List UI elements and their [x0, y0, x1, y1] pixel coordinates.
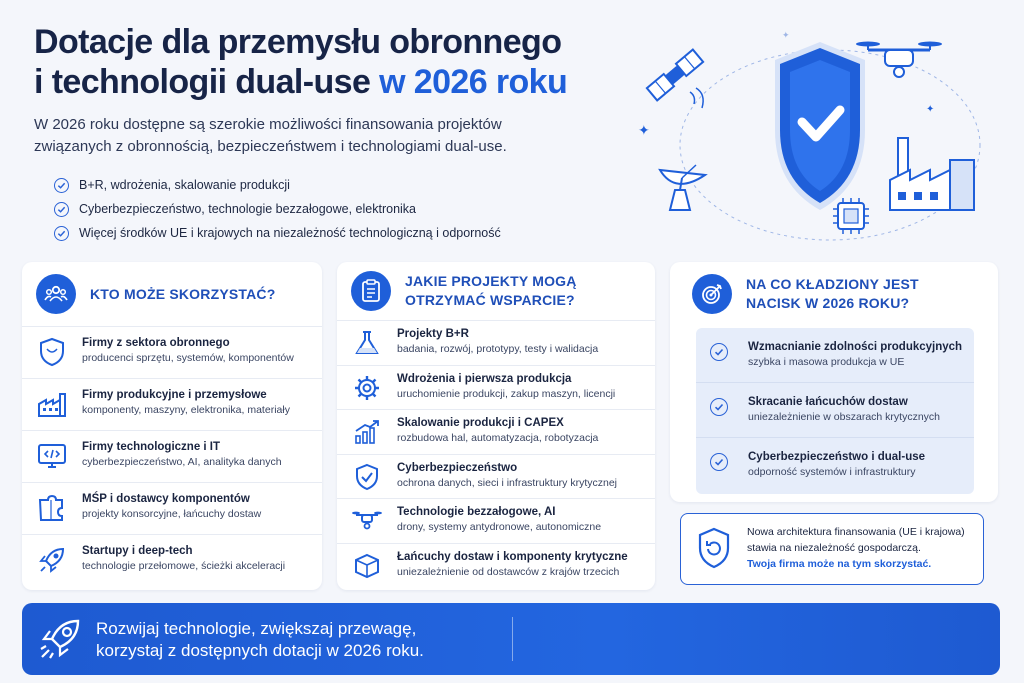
item-title: Firmy technologiczne i IT: [82, 441, 221, 453]
check-circle-icon: [54, 226, 69, 241]
item-title: MŚP i dostawcy komponentów: [82, 493, 250, 505]
banner-divider: [512, 617, 513, 661]
title-line-2: [34, 62, 567, 102]
shield-icon: [36, 336, 68, 368]
page-title: [34, 22, 567, 102]
item-title: Startupy i deep-tech: [82, 545, 193, 557]
item-title: Cyberbezpieczeństwo: [397, 461, 518, 474]
highlights-list: [54, 173, 501, 245]
who-card-title: KTO MOŻE SKORZYSTAĆ?: [90, 285, 276, 302]
rocket-icon: [36, 544, 68, 576]
focus-item-desc: szybka i masowa produkcja w UE: [748, 356, 905, 368]
note-text: [747, 524, 979, 572]
list-item: [337, 409, 655, 454]
svg-text:✦: ✦: [638, 123, 650, 139]
title-line-2-prefix: i technologii dual-use: [34, 63, 380, 101]
item-desc: ochrona danych, sieci i infrastruktury krytycznej: [397, 476, 618, 489]
clipboard-icon: [351, 271, 391, 311]
hero-illustration: [630, 20, 1000, 250]
item-desc: producenci sprzętu, systemów, komponentów: [82, 352, 294, 364]
check-circle-icon: [710, 398, 728, 416]
item-title: Technologie bezzałogowe, AI: [397, 506, 556, 518]
highlight-text: Więcej środków UE i krajowych na niezależność technologiczną i odporność: [79, 226, 501, 240]
focus-item-title: Skracanie łańcuchów dostaw: [748, 396, 908, 408]
svg-text:✦: ✦: [782, 31, 790, 41]
list-item: [337, 454, 655, 499]
focus-item-title: Cyberbezpieczeństwo i dual-use: [748, 451, 926, 463]
intro-text: [34, 114, 554, 158]
people-icon: [36, 274, 76, 314]
shield-refresh-icon: [697, 526, 731, 570]
title-accent: w 2026 roku: [379, 63, 568, 101]
focus-title-line-2: NACISK W 2026 ROKU?: [746, 295, 910, 311]
flask-icon: [351, 327, 383, 359]
list-item: [337, 543, 655, 588]
focus-title-line-1: NA CO KŁADZIONY JEST: [746, 276, 919, 292]
focus-item: [696, 328, 974, 383]
banner-line-2: korzystaj z dostępnych dotacji w 2026 roku.: [96, 641, 424, 660]
factory-icon: [890, 138, 974, 210]
drone-icon: [856, 42, 942, 78]
puzzle-icon: [36, 492, 68, 524]
list-item: [337, 498, 655, 543]
banner-text: [96, 618, 424, 662]
item-desc: badania, rozwój, prototypy, testy i walidacja: [397, 343, 599, 355]
cta-banner: [22, 603, 1000, 675]
banner-line-1: Rozwijaj technologie, zwiększaj przewagę,: [96, 619, 417, 638]
projects-title-line-2: OTRZYMAĆ WSPARCIE?: [405, 292, 575, 308]
projects-card: [337, 262, 655, 590]
focus-card-title: [746, 275, 919, 313]
highlight-item: [54, 197, 501, 221]
list-item: [22, 326, 322, 378]
projects-title-line-1: JAKIE PROJEKTY MOGĄ: [405, 273, 577, 289]
item-desc: komponenty, maszyny, elektronika, materiały: [82, 404, 290, 416]
item-desc: technologie przełomowe, ścieżki akceleracji: [82, 560, 286, 572]
focus-item: [696, 438, 974, 493]
rocket-icon: [36, 615, 84, 663]
highlight-text: B+R, wdrożenia, skalowanie produkcji: [79, 178, 290, 192]
title-line-1: Dotacje dla przemysłu obronnego: [34, 23, 562, 61]
item-desc: uniezależnienie od dostawców z krajów trzecich: [397, 565, 620, 578]
check-circle-icon: [710, 343, 728, 361]
who-card: [22, 262, 322, 590]
factory-icon: [36, 388, 68, 420]
item-desc: projekty konsorcyjne, łańcuchy dostaw: [82, 508, 262, 520]
target-icon: [692, 274, 732, 314]
item-title: Firmy produkcyjne i przemysłowe: [82, 389, 267, 401]
list-item: [22, 482, 322, 534]
box-icon: [351, 550, 383, 582]
info-note: [680, 513, 984, 585]
highlight-item: [54, 173, 501, 197]
check-circle-icon: [54, 202, 69, 217]
check-circle-icon: [710, 453, 728, 471]
list-item: [22, 534, 322, 586]
note-highlight: Twoja firma może na tym skorzystać.: [747, 558, 932, 570]
item-desc: drony, systemy antydronowe, autonomiczne: [397, 521, 602, 533]
check-circle-icon: [54, 178, 69, 193]
focus-item: [696, 383, 974, 438]
code-monitor-icon: [36, 440, 68, 472]
list-item: [337, 365, 655, 410]
item-title: Projekty B+R: [397, 328, 469, 340]
highlight-text: Cyberbezpieczeństwo, technologie bezzałogowe, elektronika: [79, 202, 417, 216]
drone-icon: [351, 505, 383, 537]
item-title: Wdrożenia i pierwsza produkcja: [397, 372, 572, 385]
shield-check-icon: [775, 42, 865, 210]
projects-card-header: [337, 262, 655, 320]
chip-icon: [833, 198, 869, 234]
radar-dish-icon: [660, 165, 705, 210]
svg-text:✦: ✦: [926, 104, 935, 115]
gear-icon: [351, 372, 383, 404]
growth-chart-icon: [351, 416, 383, 448]
shield-check-icon: [351, 461, 383, 493]
item-title: Skalowanie produkcji i CAPEX: [397, 417, 564, 429]
focus-item-title: Wzmacnianie zdolności produkcyjnych: [748, 341, 963, 353]
focus-card: [670, 262, 998, 502]
intro-line-1: W 2026 roku dostępne są szerokie możliwości finansowania projektów: [34, 116, 502, 133]
item-desc: cyberbezpieczeństwo, AI, analityka danych: [82, 456, 282, 468]
list-item: [337, 320, 655, 365]
focus-item-desc: uniezależnienie w obszarach krytycznych: [748, 411, 941, 423]
note-line-2: stawia na niezależność gospodarczą.: [747, 542, 921, 554]
item-desc: rozbudowa hal, automatyzacja, robotyzacja: [397, 432, 599, 444]
who-card-header: [22, 262, 322, 326]
item-title: Firmy z sektora obronnego: [82, 337, 230, 349]
focus-list: [696, 328, 974, 494]
item-title: Łańcuchy dostaw i komponenty krytyczne: [397, 550, 628, 563]
projects-card-title: [405, 272, 577, 310]
focus-item-desc: odporność systemów i infrastruktury: [748, 466, 916, 478]
list-item: [22, 430, 322, 482]
list-item: [22, 378, 322, 430]
highlight-item: [54, 221, 501, 245]
satellite-icon: [647, 50, 703, 108]
intro-line-2: związanych z obronnością, bezpieczeństwem i technologiami dual-use.: [34, 138, 507, 155]
item-desc: uruchomienie produkcji, zakup maszyn, licencji: [397, 387, 616, 400]
focus-card-header: [670, 262, 998, 326]
note-line-1: Nowa architektura finansowania (UE i krajowa): [747, 526, 965, 538]
